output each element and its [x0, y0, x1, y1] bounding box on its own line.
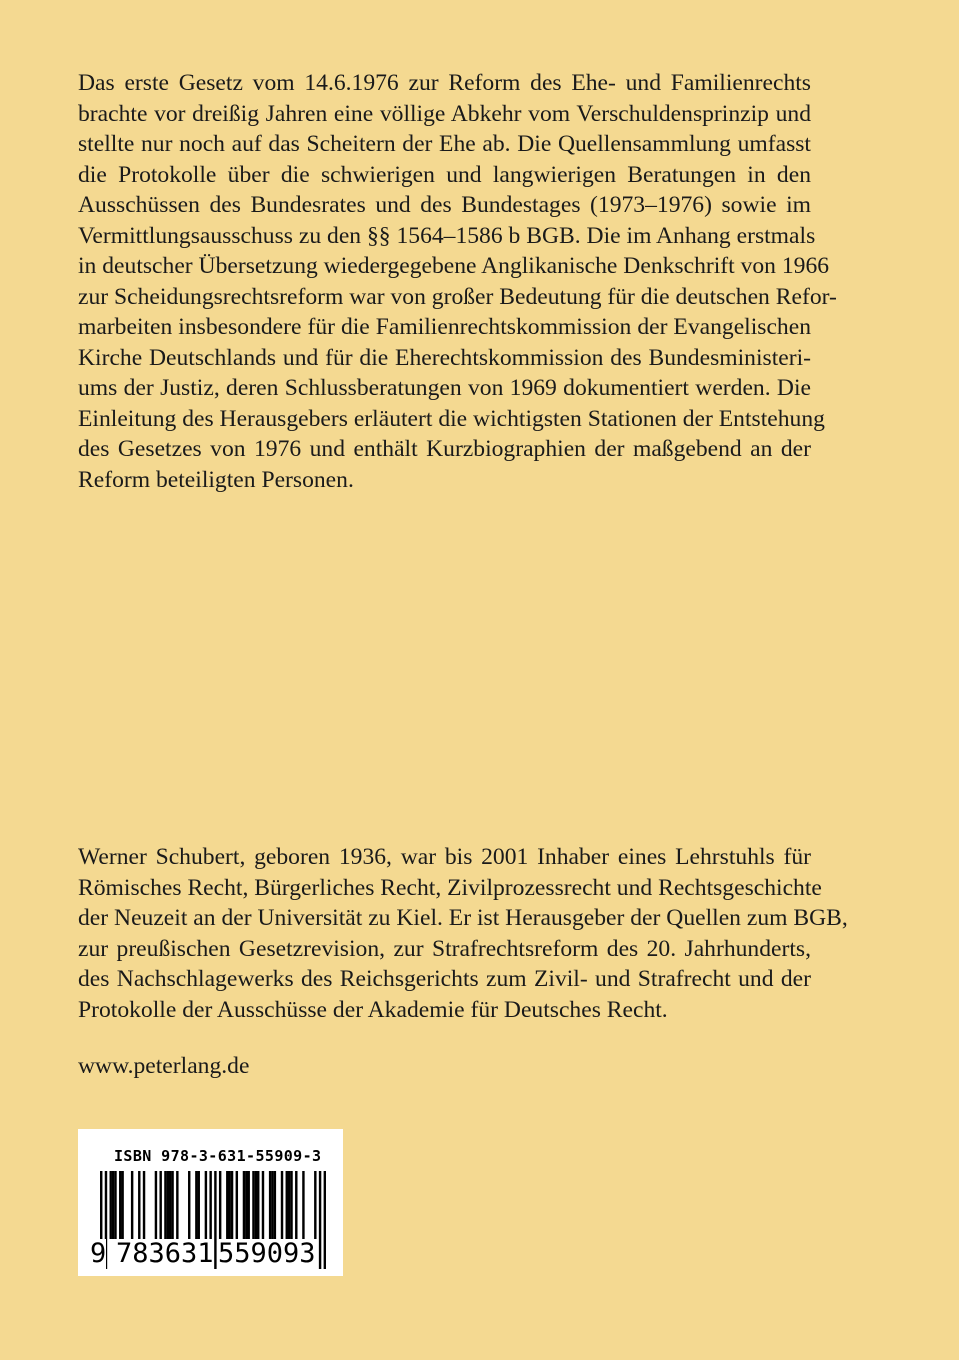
isbn-barcode — [78, 1129, 343, 1276]
author-bio — [78, 842, 848, 1025]
barcode-bar — [255, 1171, 257, 1239]
description-line: des Gesetzes von 1976 und enthält Kurzbiographien der maßgebend an der — [78, 436, 811, 462]
barcode-bar — [195, 1171, 197, 1239]
author-bio-line: zur preußischen Gesetzrevision, zur Strafrechtsreform des 20. Jahrhunderts, — [78, 935, 811, 962]
barcode-bar — [262, 1171, 264, 1239]
ean-digits-right: 559093 — [218, 1238, 316, 1269]
description-text — [78, 68, 837, 495]
description-line: brachte vor dreißig Jahren eine völlige Abkehr vom Verschuldensprinzip und — [78, 100, 811, 127]
barcode-bar — [286, 1171, 288, 1239]
author-bio-line: des Nachschlagewerks des Reichsgerichts zum Zivil- und Strafrecht und der — [78, 966, 811, 992]
barcode-bar — [288, 1171, 290, 1239]
barcode-bar — [114, 1171, 116, 1239]
publisher-website[interactable]: www.peterlang.de — [78, 1053, 250, 1079]
barcode-bar — [138, 1171, 140, 1239]
barcode-bar — [198, 1171, 200, 1239]
barcode-bar — [143, 1171, 145, 1239]
barcode-bar — [271, 1171, 273, 1239]
isbn-label: ISBN 978-3-631-55909-3 — [114, 1147, 322, 1165]
description-line: in deutscher Übersetzung wiedergegebene Anglikanische Denkschrift von 1966 — [78, 253, 830, 279]
barcode-bar — [188, 1171, 190, 1239]
barcode-bar — [302, 1171, 304, 1239]
author-bio-line: der Neuzeit an der Universität zu Kiel. Er ist Herausgeber der Quellen zum BGB, — [78, 905, 848, 931]
barcode-bar — [243, 1171, 245, 1239]
author-bio-line: Römisches Recht, Bürgerliches Recht, Zivilprozessrecht und Rechtsgeschichte — [78, 874, 822, 901]
barcode-bar — [281, 1171, 283, 1239]
description-line: Kirche Deutschlands und für die Eherechtskommission des Bundesministeri- — [78, 344, 811, 371]
description-line: Einleitung des Herausgebers erläutert die wichtigsten Stationen der Entstehung — [78, 405, 825, 432]
barcode-bar — [112, 1171, 114, 1239]
description-line: marbeiten insbesondere für die Familienrechtskommission der Evangelischen — [78, 314, 811, 340]
barcode-bar — [257, 1171, 259, 1239]
barcode-bar — [290, 1171, 292, 1239]
ean-digits-left: 783631 — [116, 1238, 214, 1269]
barcode-bar — [159, 1171, 161, 1239]
description-line: stellte nur noch auf das Scheitern der Ehe ab. Die Quellensammlung umfasst — [78, 131, 811, 157]
barcode-bar — [269, 1171, 271, 1239]
barcode-bar — [231, 1171, 233, 1239]
barcode-bar — [252, 1171, 254, 1239]
description-line: zur Scheidungsrechtsreform war von großer Bedeutung für die deutschen Refor- — [78, 283, 837, 310]
barcode-bar — [171, 1171, 173, 1239]
barcode-bar — [228, 1171, 230, 1239]
barcode-bar — [236, 1171, 238, 1239]
barcode-bar — [247, 1171, 249, 1239]
description-line: Ausschüssen des Bundesrates und des Bundestages (1973–1976) sowie im — [78, 192, 811, 218]
barcode-bar — [169, 1171, 171, 1239]
ean-digit-lead: 9 — [90, 1238, 107, 1269]
barcode-bar — [119, 1171, 121, 1239]
barcode-bar — [167, 1171, 169, 1239]
author-bio-line: Protokolle der Ausschüsse der Akademie für Deutsches Recht. — [78, 996, 668, 1023]
barcode-bar — [295, 1171, 297, 1239]
barcode-bar — [314, 1171, 316, 1239]
barcode-bar — [205, 1171, 207, 1239]
description-line: Vermittlungsausschuss zu den §§ 1564–1586 b BGB. Die im Anhang erstmals — [78, 222, 816, 249]
barcode-bar — [219, 1171, 221, 1239]
barcode-bar — [155, 1171, 157, 1239]
ean-digits — [90, 1239, 330, 1269]
description-line: ums der Justiz, deren Schlussberatungen von 1969 dokumentiert werden. Die — [78, 375, 811, 401]
description-line: die Protokolle über die schwierigen und langwierigen Beratungen in den — [78, 161, 811, 188]
barcode-bar — [131, 1171, 133, 1239]
barcode-bar — [121, 1171, 123, 1239]
barcode-bar — [245, 1171, 247, 1239]
barcode-bar — [274, 1171, 276, 1239]
barcode-bar — [110, 1171, 112, 1239]
barcode-bar — [176, 1171, 178, 1239]
author-bio-line: Werner Schubert, geboren 1936, war bis 2001 Inhaber eines Lehrstuhls für — [78, 844, 811, 870]
description-line: Reform beteiligten Personen. — [78, 466, 354, 493]
barcode-bar — [164, 1171, 166, 1239]
description-line: Das erste Gesetz vom 14.6.1976 zur Reform des Ehe- und Familienrechts — [78, 70, 811, 96]
barcode-bar — [226, 1171, 228, 1239]
